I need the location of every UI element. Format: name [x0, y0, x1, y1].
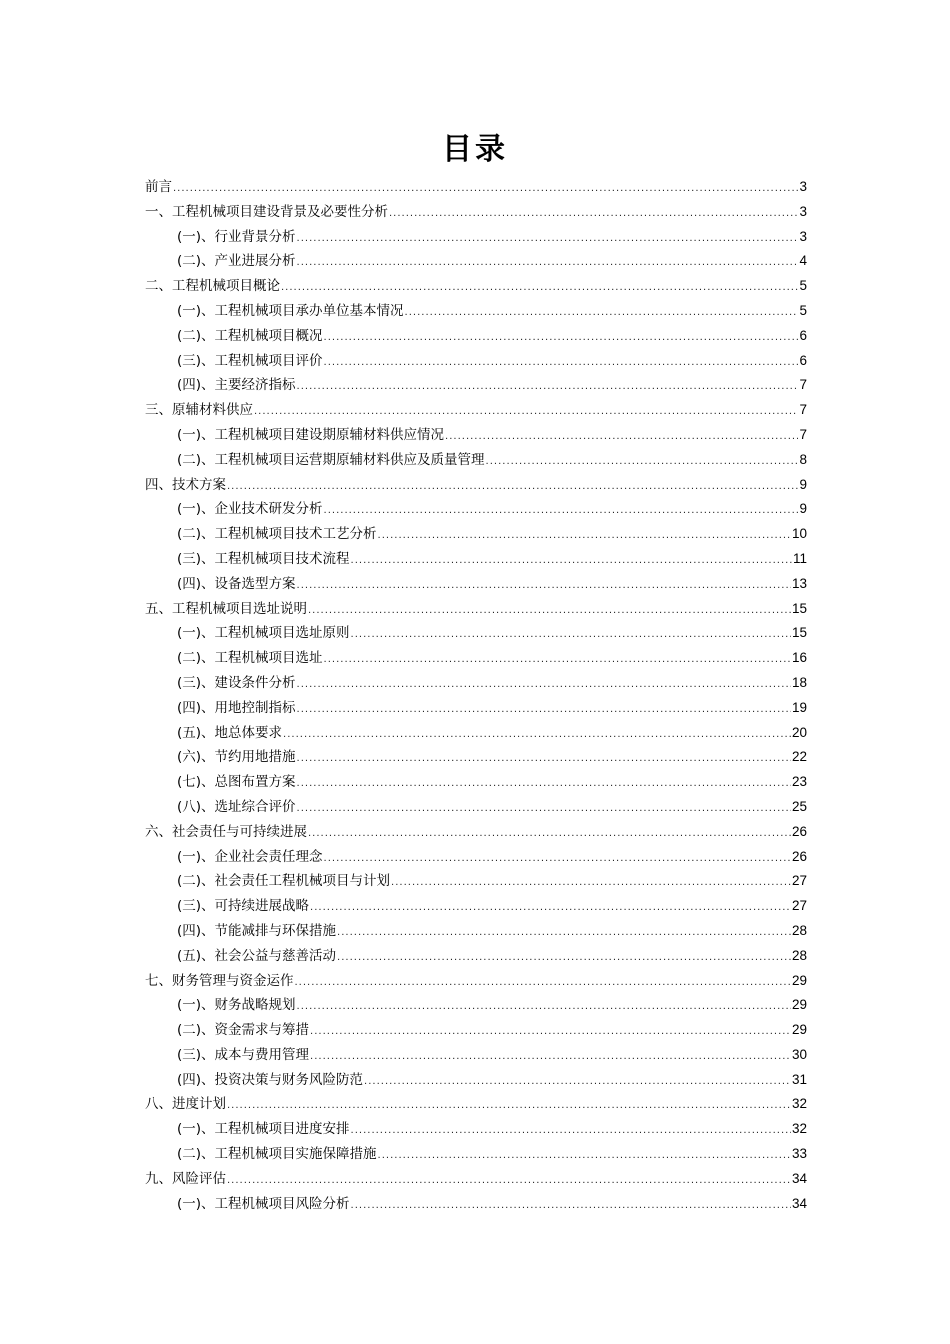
toc-entry-title: (六)、节约用地措施 — [177, 749, 296, 766]
toc-page-number: 26 — [791, 823, 807, 839]
toc-entry-title: (五)、社会公益与慈善活动 — [177, 947, 337, 964]
toc-page-number: 15 — [791, 625, 807, 641]
toc-entry[interactable] — [145, 1018, 807, 1043]
toc-page-number: 4 — [799, 253, 807, 269]
toc-entry[interactable] — [145, 621, 807, 646]
toc-page-number: 28 — [791, 947, 807, 963]
toc-page-number: 11 — [792, 550, 807, 566]
toc-dot-leader — [351, 1119, 791, 1144]
toc-entry[interactable] — [145, 1192, 807, 1217]
toc-page-number: 10 — [791, 526, 807, 542]
toc-entry-title: (四)、主要经济指标 — [177, 377, 296, 394]
toc-entry-title: 四、技术方案 — [145, 476, 226, 493]
toc-entry-title: 六、社会责任与可持续进展 — [145, 823, 307, 840]
toc-page-number: 19 — [791, 699, 807, 715]
toc-dot-leader — [283, 723, 791, 748]
toc-dot-leader — [391, 871, 791, 896]
toc-page-number: 34 — [791, 1170, 807, 1186]
toc-entry-title: (二)、资金需求与筹措 — [177, 1022, 310, 1039]
toc-entry-title: (四)、用地控制指标 — [177, 699, 296, 716]
toc-dot-leader — [281, 276, 798, 301]
toc-entry-title: 一、工程机械项目建设背景及必要性分析 — [145, 203, 388, 220]
toc-entry[interactable] — [145, 448, 807, 473]
toc-dot-leader — [324, 499, 799, 524]
toc-entry-title: (五)、地总体要求 — [177, 724, 283, 741]
toc-entry-title: (四)、投资决策与财务风险防范 — [177, 1071, 364, 1088]
toc-dot-leader — [227, 475, 798, 500]
toc-list — [145, 175, 807, 1216]
toc-page-number: 7 — [799, 377, 807, 393]
toc-dot-leader — [486, 450, 799, 475]
toc-entry-title: 七、财务管理与资金运作 — [145, 972, 294, 989]
toc-entry-title: (四)、节能减排与环保措施 — [177, 922, 337, 939]
toc-entry-title: (二)、工程机械项目技术工艺分析 — [177, 526, 377, 543]
toc-entry-title: (二)、工程机械项目实施保障措施 — [177, 1146, 377, 1163]
toc-page-number: 33 — [791, 1146, 807, 1162]
toc-entry-title: (一)、企业社会责任理念 — [177, 848, 323, 865]
toc-page-number: 5 — [799, 302, 807, 318]
toc-entry[interactable] — [145, 1142, 807, 1167]
toc-entry[interactable] — [145, 820, 807, 845]
toc-dot-leader — [351, 623, 791, 648]
toc-page-number: 8 — [799, 451, 807, 467]
toc-page-number: 27 — [791, 873, 807, 889]
toc-page-number: 9 — [799, 476, 807, 492]
toc-page-number: 16 — [791, 650, 807, 666]
toc-page-number: 27 — [791, 898, 807, 914]
toc-page-number: 7 — [799, 402, 807, 418]
toc-entry[interactable] — [145, 745, 807, 770]
toc-entry[interactable] — [145, 572, 807, 597]
toc-page-number: 9 — [799, 501, 807, 517]
toc-entry-title: (三)、建设条件分析 — [177, 674, 296, 691]
toc-page-number: 25 — [791, 798, 807, 814]
toc-dot-leader — [297, 375, 799, 400]
toc-entry-title: (一)、工程机械项目选址原则 — [177, 625, 350, 642]
toc-entry[interactable] — [145, 671, 807, 696]
toc-dot-leader — [324, 351, 799, 376]
toc-entry-title: (三)、工程机械项目技术流程 — [177, 550, 350, 567]
toc-page-number: 22 — [791, 749, 807, 765]
toc-entry-title: (八)、选址综合评价 — [177, 798, 296, 815]
toc-dot-leader — [445, 425, 798, 450]
toc-entry[interactable] — [145, 249, 807, 274]
toc-entry[interactable] — [145, 1043, 807, 1068]
toc-entry[interactable] — [145, 770, 807, 795]
toc-entry[interactable] — [145, 398, 807, 423]
toc-entry-title: (一)、工程机械项目承办单位基本情况 — [177, 302, 404, 319]
toc-page-number: 15 — [791, 600, 807, 616]
toc-entry-title: (三)、成本与费用管理 — [177, 1046, 310, 1063]
toc-page-number: 6 — [799, 352, 807, 368]
toc-dot-leader — [324, 648, 791, 673]
toc-page-number: 20 — [791, 724, 807, 740]
toc-entry[interactable] — [145, 869, 807, 894]
toc-dot-leader — [297, 797, 791, 822]
toc-entry[interactable] — [145, 919, 807, 944]
toc-entry-title: (一)、工程机械项目建设期原辅材料供应情况 — [177, 426, 445, 443]
toc-entry[interactable] — [145, 349, 807, 374]
toc-page-number: 3 — [799, 203, 807, 219]
toc-entry[interactable] — [145, 274, 807, 299]
toc-dot-leader — [351, 549, 792, 574]
toc-dot-leader — [389, 202, 798, 227]
toc-dot-leader — [227, 1094, 791, 1119]
toc-dot-leader — [378, 524, 791, 549]
toc-dot-leader — [337, 946, 791, 971]
toc-entry[interactable] — [145, 547, 807, 572]
toc-page-number: 3 — [799, 228, 807, 244]
toc-page-number: 18 — [791, 674, 807, 690]
toc-page-number: 32 — [791, 1121, 807, 1137]
toc-dot-leader — [297, 673, 791, 698]
toc-entry-title: (四)、设备选型方案 — [177, 575, 296, 592]
toc-page-number: 26 — [791, 848, 807, 864]
toc-entry[interactable] — [145, 175, 807, 200]
toc-page-number: 30 — [791, 1046, 807, 1062]
toc-entry[interactable] — [145, 473, 807, 498]
page-title: 目录 — [442, 132, 508, 167]
toc-dot-leader — [295, 971, 791, 996]
toc-dot-leader — [351, 1194, 791, 1219]
toc-entry[interactable] — [145, 497, 807, 522]
toc-entry-title: 五、工程机械项目选址说明 — [145, 600, 307, 617]
toc-dot-leader — [310, 896, 791, 921]
toc-dot-leader — [297, 698, 791, 723]
toc-entry[interactable] — [145, 795, 807, 820]
toc-entry[interactable] — [145, 1167, 807, 1192]
toc-entry[interactable] — [145, 200, 807, 225]
toc-entry[interactable] — [145, 423, 807, 448]
toc-page-number: 32 — [791, 1096, 807, 1112]
toc-dot-leader — [310, 1020, 791, 1045]
toc-dot-leader — [310, 1045, 791, 1070]
toc-entry[interactable] — [145, 597, 807, 622]
toc-entry-title: 前言 — [145, 179, 172, 195]
toc-entry-title: (一)、行业背景分析 — [177, 228, 296, 245]
toc-entry-title: (二)、工程机械项目选址 — [177, 650, 323, 667]
toc-page-number: 29 — [791, 997, 807, 1013]
toc-entry[interactable] — [145, 225, 807, 250]
toc-entry-title: (二)、工程机械项目概况 — [177, 327, 323, 344]
toc-page-number: 31 — [791, 1071, 807, 1087]
toc-entry-title: (三)、可持续进展战略 — [177, 898, 310, 915]
toc-page-number: 23 — [791, 774, 807, 790]
toc-entry[interactable] — [145, 721, 807, 746]
toc-entry-title: (三)、工程机械项目评价 — [177, 352, 323, 369]
toc-entry-title: 三、原辅材料供应 — [145, 402, 253, 419]
toc-dot-leader — [324, 847, 791, 872]
toc-entry-title: (二)、工程机械项目运营期原辅材料供应及质量管理 — [177, 451, 485, 468]
toc-entry-title: 九、风险评估 — [145, 1170, 226, 1187]
toc-entry[interactable] — [145, 944, 807, 969]
toc-entry[interactable] — [145, 993, 807, 1018]
toc-entry[interactable] — [145, 522, 807, 547]
toc-dot-leader — [254, 400, 798, 425]
toc-entry[interactable] — [145, 373, 807, 398]
toc-entry[interactable] — [145, 696, 807, 721]
toc-entry[interactable] — [145, 1117, 807, 1142]
toc-dot-leader — [227, 1169, 791, 1194]
toc-entry[interactable] — [145, 324, 807, 349]
toc-entry[interactable] — [145, 894, 807, 919]
toc-entry-title: (七)、总图布置方案 — [177, 774, 296, 791]
toc-entry[interactable] — [145, 299, 807, 324]
toc-dot-leader — [297, 251, 799, 276]
toc-page-number: 13 — [791, 575, 807, 591]
toc-page-number: 29 — [791, 1022, 807, 1038]
toc-dot-leader — [297, 995, 791, 1020]
toc-dot-leader — [297, 747, 791, 772]
toc-entry-title: (二)、社会责任工程机械项目与计划 — [177, 873, 391, 890]
toc-entry-title: (一)、工程机械项目进度安排 — [177, 1121, 350, 1138]
toc-entry[interactable] — [145, 1092, 807, 1117]
toc-dot-leader — [173, 177, 798, 202]
toc-entry[interactable] — [145, 969, 807, 994]
toc-entry-title: (二)、产业进展分析 — [177, 253, 296, 270]
toc-dot-leader — [308, 599, 791, 624]
toc-entry-title: 二、工程机械项目概论 — [145, 278, 280, 295]
toc-page-number: 7 — [799, 426, 807, 442]
toc-page-number: 29 — [791, 972, 807, 988]
toc-dot-leader — [364, 1070, 791, 1095]
toc-entry-title: (一)、工程机械项目风险分析 — [177, 1195, 350, 1212]
toc-entry-title: (一)、财务战略规划 — [177, 997, 296, 1014]
toc-page-number: 34 — [791, 1195, 807, 1211]
toc-dot-leader — [337, 921, 791, 946]
toc-page-number: 5 — [799, 278, 807, 294]
toc-entry[interactable] — [145, 646, 807, 671]
toc-entry-title: (一)、企业技术研发分析 — [177, 501, 323, 518]
toc-entry[interactable] — [145, 845, 807, 870]
toc-dot-leader — [297, 574, 791, 599]
toc-dot-leader — [324, 326, 799, 351]
toc-page-number: 6 — [799, 327, 807, 343]
toc-dot-leader — [378, 1144, 791, 1169]
toc-entry[interactable] — [145, 1068, 807, 1093]
toc-page-number: 28 — [791, 922, 807, 938]
toc-dot-leader — [308, 822, 791, 847]
toc-dot-leader — [297, 772, 791, 797]
toc-page-number: 3 — [799, 179, 807, 194]
toc-dot-leader — [297, 227, 799, 252]
toc-dot-leader — [405, 301, 799, 326]
toc-entry-title: 八、进度计划 — [145, 1096, 226, 1113]
